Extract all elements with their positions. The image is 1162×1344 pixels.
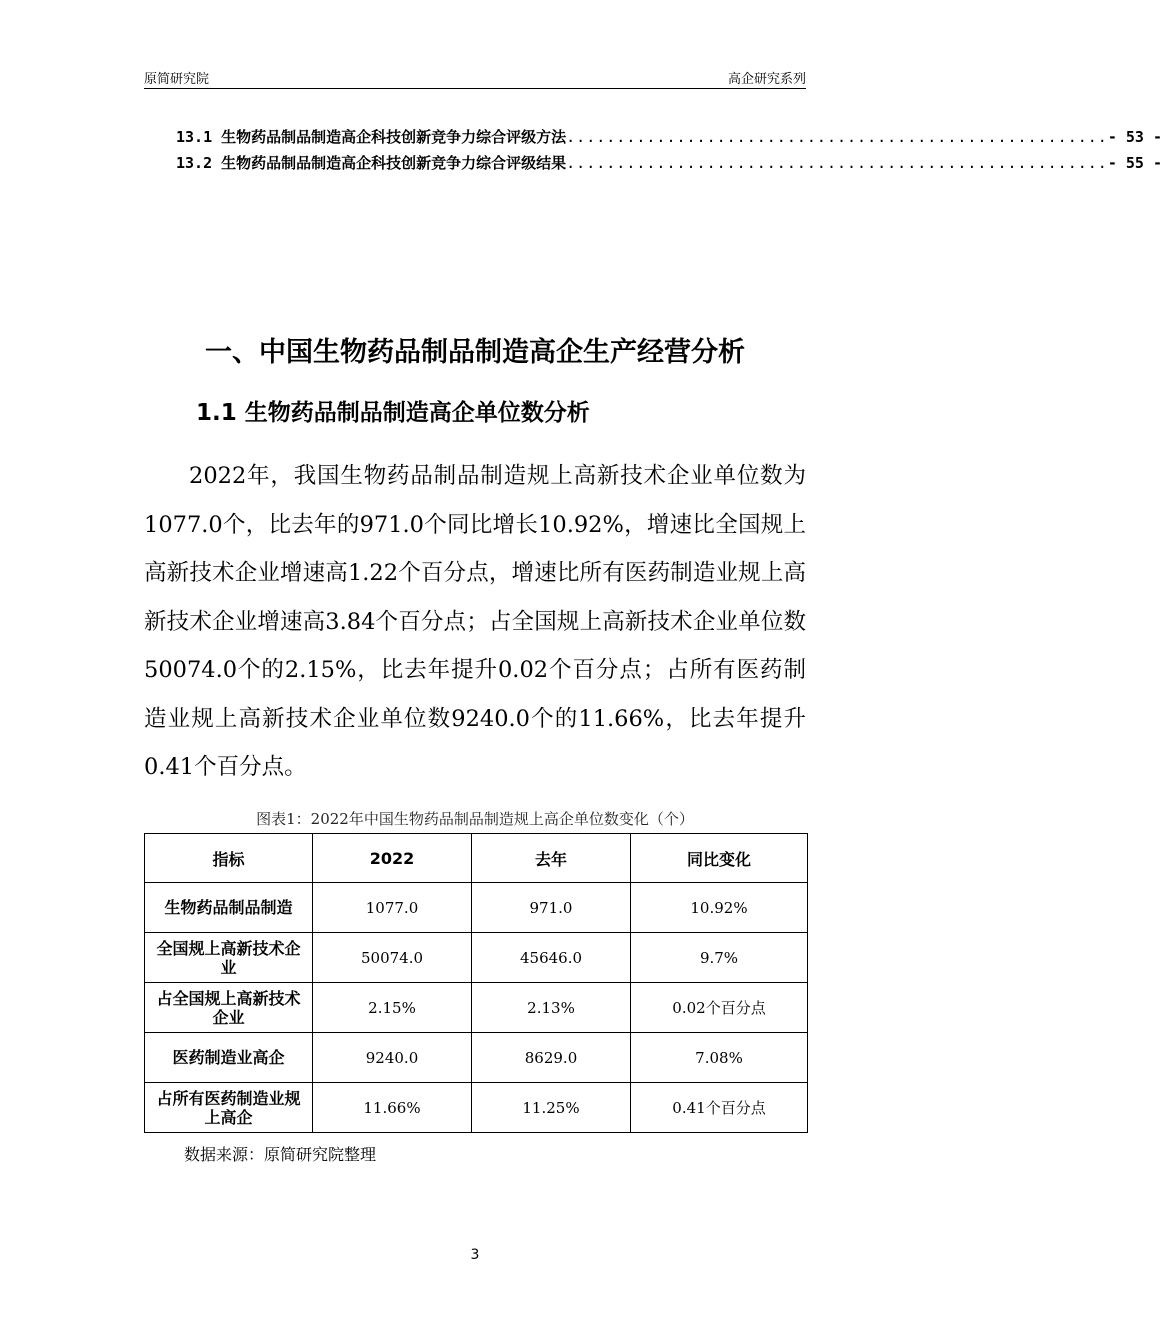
column-header: 指标: [145, 834, 313, 883]
table-cell: 0.41个百分点: [631, 1083, 808, 1133]
table-cell: 971.0: [472, 883, 631, 933]
row-label: 生物药品制品制造: [145, 883, 313, 933]
table-cell: 2.13%: [472, 983, 631, 1033]
header-series-name: 高企研究系列: [727, 72, 806, 87]
toc-entry-page: - 53 -: [1107, 128, 1162, 146]
chapter-heading: 一、中国生物药品制品制造高企生产经营分析: [205, 337, 745, 368]
toc-entry[interactable]: [176, 153, 1162, 173]
row-label: 医药制造业高企: [145, 1033, 313, 1083]
column-header: 去年: [472, 834, 631, 883]
data-source-note: 数据来源：原简研究院整理: [184, 1145, 377, 1164]
table-header-row: [145, 834, 808, 883]
table-row: [145, 933, 808, 983]
page-header: [144, 66, 806, 89]
page-number: 3: [470, 1247, 480, 1263]
table-caption: 图表1：2022年中国生物药品制品制造规上高企单位数变化（个）: [256, 810, 694, 828]
table-cell: 0.02个百分点: [631, 983, 808, 1033]
table-row: [145, 1083, 808, 1133]
table-row: [145, 983, 808, 1033]
table-cell: 10.92%: [631, 883, 808, 933]
data-table: [144, 833, 808, 1133]
row-label: 占全国规上高新技术企业: [145, 983, 313, 1033]
table-cell: 8629.0: [472, 1033, 631, 1083]
table-row: [145, 1033, 808, 1083]
toc-leader-dots: ......................................................: [566, 128, 1108, 146]
toc-leader-dots: ......................................................: [566, 154, 1108, 172]
toc-entry-title: 13.2 生物药品制品制造高企科技创新竞争力综合评级结果: [176, 154, 567, 172]
section-heading: 1.1 生物药品制品制造高企单位数分析: [196, 400, 590, 426]
table-cell: 11.25%: [472, 1083, 631, 1133]
body-paragraph: 2022年，我国生物药品制品制造规上高新技术企业单位数为1077.0个，比去年的971.0个同比增长10.92%，增速比全国规上高新技术企业增速高1.22个百分点，增速比所有医药制造业规上高新技术企业增速高3.84个百分点；占全国规上高新技术企业单位数50074.0个的2.15%，比去年提升0.02个百分点；占所有医药制造业规上高新技术企业单位数9240.0个的11.66%，比去年提升0.41个百分点。: [144, 463, 806, 780]
table-cell: 45646.0: [472, 933, 631, 983]
table-cell: 2.15%: [313, 983, 472, 1033]
toc-entry-page: - 55 -: [1107, 154, 1162, 172]
toc-entry[interactable]: [176, 127, 1162, 147]
toc-entry-title: 13.1 生物药品制品制造高企科技创新竞争力综合评级方法: [176, 128, 567, 146]
table-row: [145, 883, 808, 933]
column-header: 2022: [313, 834, 472, 883]
table-cell: 9.7%: [631, 933, 808, 983]
row-label: 全国规上高新技术企业: [145, 933, 313, 983]
header-org-name: 原简研究院: [144, 72, 210, 87]
table-cell: 50074.0: [313, 933, 472, 983]
table-cell: 1077.0: [313, 883, 472, 933]
table-cell: 7.08%: [631, 1033, 808, 1083]
table-cell: 11.66%: [313, 1083, 472, 1133]
row-label: 占所有医药制造业规上高企: [145, 1083, 313, 1133]
column-header: 同比变化: [631, 834, 808, 883]
table-cell: 9240.0: [313, 1033, 472, 1083]
